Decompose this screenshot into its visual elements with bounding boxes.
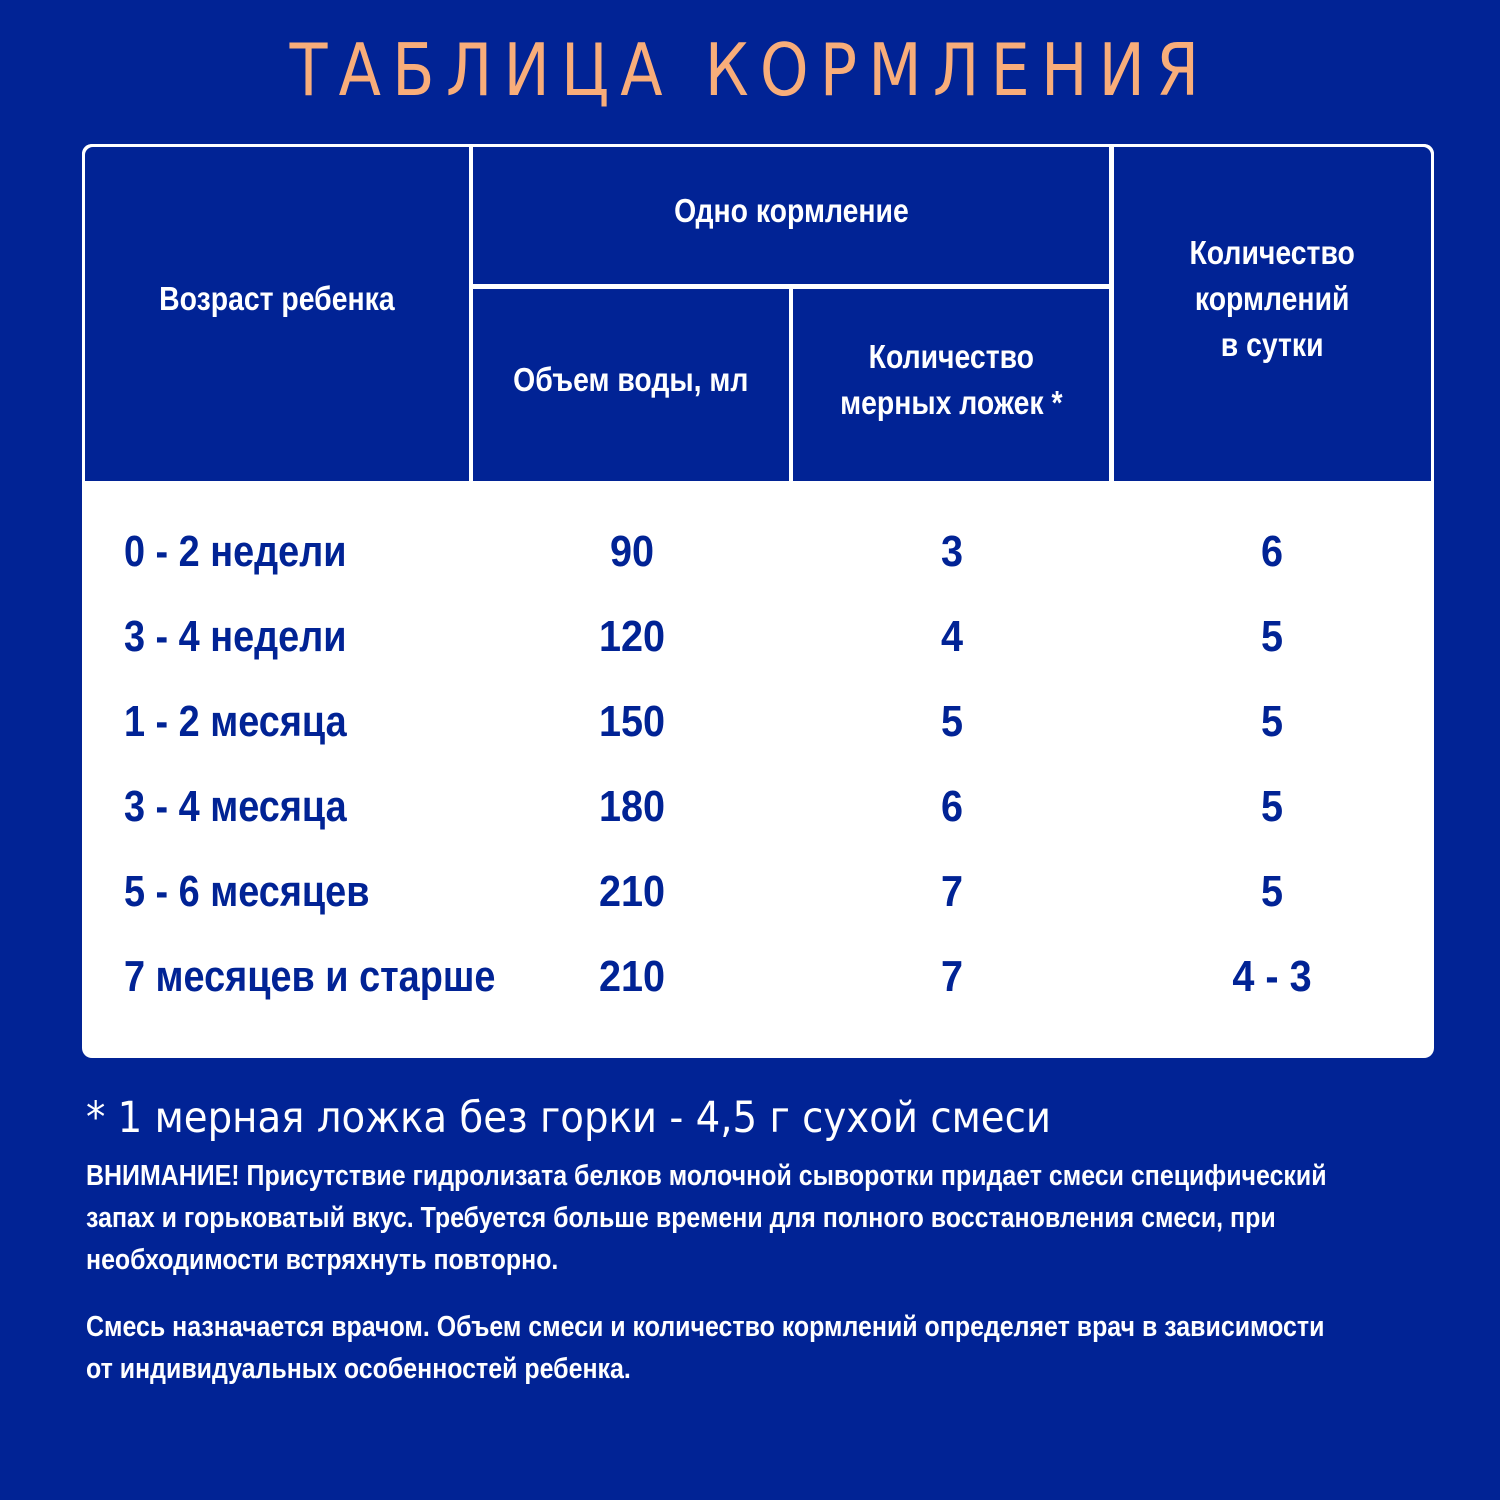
header-water-volume	[473, 289, 789, 481]
spoons-cell: 5	[940, 697, 964, 746]
doctor-note-line-2: от индивидуальных особенностей ребенка.	[86, 1353, 631, 1385]
doctor-note-line-1: Смесь назначается врачом. Объем смеси и количество кормлений определяет врач в зависимости	[86, 1311, 1325, 1343]
age-cell: 1 - 2 месяца	[124, 697, 347, 746]
age-cell: 0 - 2 недели	[124, 527, 347, 576]
header-count-line3: в сутки	[1221, 326, 1324, 363]
water-cell: 120	[598, 612, 666, 661]
spoons-cell: 7	[940, 952, 964, 1001]
age-cell: 7 месяцев и старше	[124, 952, 496, 1001]
header-count-line1: Количество	[1189, 234, 1356, 271]
table-row	[82, 952, 1434, 1012]
header-one-feeding-label: Одно кормление	[673, 191, 909, 229]
water-cell: 150	[598, 697, 666, 746]
header-count-line2: кормлений	[1195, 280, 1350, 317]
doctor-note	[86, 1306, 1376, 1390]
table-row	[82, 612, 1434, 672]
count-cell: 5	[1260, 612, 1284, 661]
count-cell: 5	[1260, 697, 1284, 746]
table-row	[82, 697, 1434, 757]
spoons-cell: 3	[940, 527, 964, 576]
header-one-feeding	[473, 147, 1109, 284]
age-cell: 3 - 4 месяца	[124, 782, 347, 831]
page-title: ТАБЛИЦА КОРМЛЕНИЯ	[289, 28, 1211, 112]
count-cell: 4 - 3	[1232, 952, 1312, 1001]
water-cell: 90	[609, 527, 655, 576]
water-cell: 210	[598, 867, 666, 916]
header-count-label	[1190, 230, 1355, 368]
warning-line-2: запах и горьковатый вкус. Требуется больше времени для полного восстановления смеси, при	[86, 1202, 1276, 1234]
warning-line-3: необходимости встряхнуть повторно.	[86, 1244, 559, 1276]
water-cell: 210	[598, 952, 666, 1001]
count-cell: 6	[1260, 527, 1284, 576]
header-age-label: Возраст ребенка	[159, 280, 395, 317]
warning-line-1: ВНИМАНИЕ! Присутствие гидролизата белков молочной сыворотки придает смеси специфический	[86, 1160, 1327, 1192]
header-age	[85, 147, 469, 481]
spoons-cell: 7	[940, 867, 964, 916]
header-spoons-line1: Количество	[868, 338, 1034, 375]
count-cell: 5	[1260, 782, 1284, 831]
table-header	[82, 144, 1434, 482]
footnote: * 1 мерная ложка без горки - 4,5 г сухой смеси	[86, 1093, 1052, 1143]
spoons-cell: 6	[940, 782, 964, 831]
header-feedings-per-day	[1114, 147, 1431, 481]
water-cell: 180	[598, 782, 666, 831]
header-spoons	[793, 289, 1109, 481]
feeding-table	[82, 144, 1434, 1058]
table-row	[82, 867, 1434, 927]
warning-text	[86, 1155, 1376, 1281]
age-cell: 3 - 4 недели	[124, 612, 347, 661]
table-row	[82, 782, 1434, 842]
spoons-cell: 4	[940, 612, 964, 661]
table-row	[82, 527, 1434, 587]
age-cell: 5 - 6 месяцев	[124, 867, 370, 916]
header-water-label: Объем воды, мл	[513, 361, 749, 398]
header-spoons-line2: мерных ложек *	[839, 384, 1063, 421]
header-spoons-label	[840, 334, 1062, 426]
count-cell: 5	[1260, 867, 1284, 916]
